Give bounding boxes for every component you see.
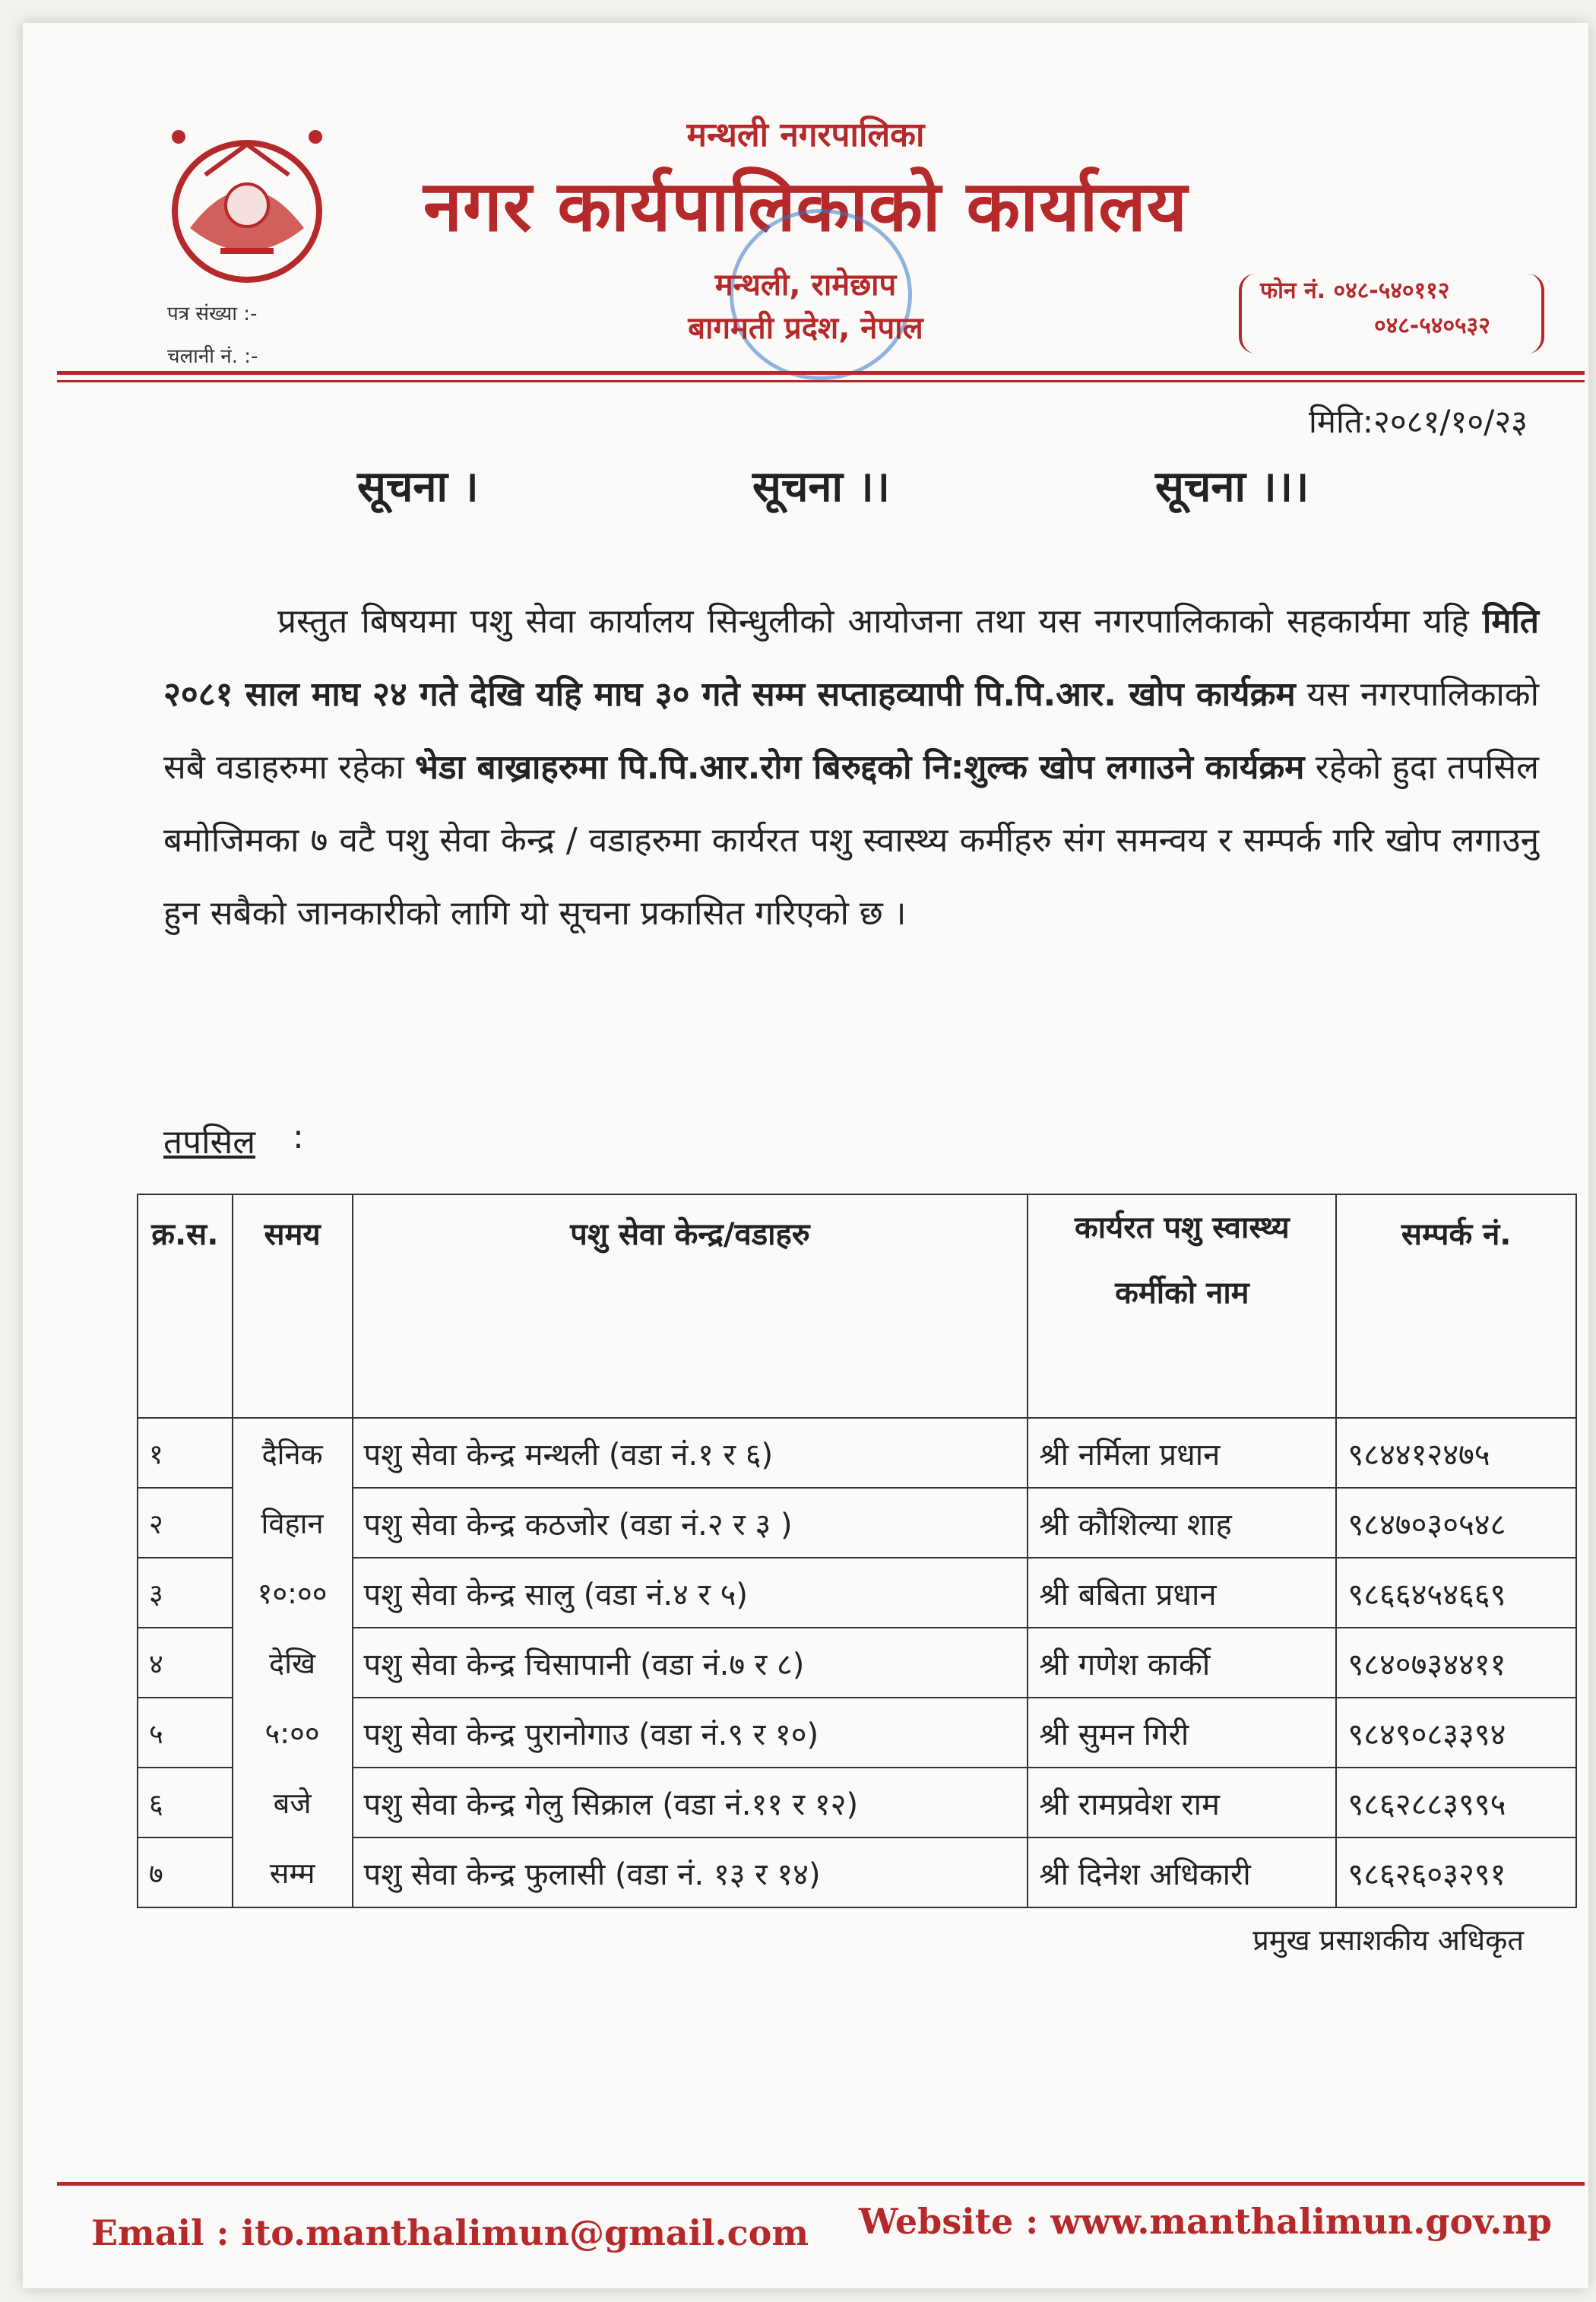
header-time: समय: [233, 1194, 353, 1418]
cell-time: बजे: [233, 1768, 353, 1837]
schedule-label: तपसिल: [163, 1123, 256, 1162]
cell-center: पशु सेवा केन्द्र चिसापानी (वडा नं.७ र ८): [353, 1628, 1028, 1698]
cell-contact: ९८४४१२४७५: [1336, 1418, 1576, 1488]
cell-time: १०:००: [233, 1558, 353, 1628]
table-row: [138, 1837, 1576, 1907]
letter-number-label: पत्र संख्या :-: [167, 303, 258, 325]
cell-time: ५:००: [233, 1698, 353, 1768]
cell-sn: ७: [138, 1837, 233, 1907]
cell-time: विहान: [233, 1488, 353, 1558]
cell-contact: ९८४९०८३३९४: [1336, 1698, 1576, 1768]
cell-contact: ९८४७०३०५४८: [1336, 1488, 1576, 1558]
cell-staff-name: श्री बबिता प्रधान: [1028, 1558, 1336, 1628]
cell-staff-name: श्री कौशिल्या शाह: [1028, 1488, 1336, 1558]
notice-heading-1: सूचना ।: [357, 462, 479, 512]
cell-center: पशु सेवा केन्द्र पुरानोगाउ (वडा नं.९ र १०): [353, 1698, 1028, 1768]
municipality-name: मन्थली नगरपालिका: [686, 116, 925, 154]
address-line-1: मन्थली, रामेछाप: [714, 268, 897, 303]
body-bold-1: मिति २०८१ साल माघ २४ गते देखि यहि माघ ३० गते सम्म सप्ताहव्यापी पि.पि.आर. खोप कार्यक्रम: [163, 602, 1539, 714]
footer-email: Email : ito.manthalimun@gmail.com: [91, 2212, 809, 2253]
cell-contact: ९८६२६०३२९१: [1336, 1837, 1576, 1907]
cell-sn: १: [138, 1418, 233, 1488]
body-text-1: प्रस्तुत बिषयमा पशु सेवा कार्यालय सिन्धुलीको आयोजना तथा यस नगरपालिकाको सहकार्यमा यहि: [277, 602, 1483, 641]
cell-sn: ५: [138, 1698, 233, 1768]
body-text-3: रहेको हुदा तपसिल बमोजिमका ७ वटै पशु सेवा केन्द्र / वडाहरुमा कार्यरत पशु स्वास्थ्य कर्मीहरु संग समन्वय र सम्पर्क गरि खोप लगाउनु हुन सबैको जानकारीको लागि यो सूचना प्रकासित गरिएको छ ।: [163, 748, 1539, 933]
cell-staff-name: श्री नर्मिला प्रधान: [1028, 1418, 1336, 1488]
table-row: [138, 1418, 1576, 1488]
header-center: पशु सेवा केन्द्र/वडाहरु: [353, 1194, 1028, 1418]
cell-staff-name: श्री सुमन गिरी: [1028, 1698, 1336, 1768]
notice-heading-3: सूचना ।।।: [1155, 462, 1309, 512]
cell-contact: ९८६२८८३९९५: [1336, 1768, 1576, 1837]
address-line-2: बागमती प्रदेश, नेपाल: [688, 311, 923, 346]
cell-staff-name: श्री रामप्रवेश राम: [1028, 1768, 1336, 1837]
notice-document: [23, 23, 1588, 2288]
notice-body: [163, 585, 1539, 950]
footer-website: Website : www.manthalimun.gov.np: [859, 2201, 1552, 2242]
footer-divider: [57, 2182, 1585, 2186]
cell-center: पशु सेवा केन्द्र सालु (वडा नं.४ र ५): [353, 1558, 1028, 1628]
cell-sn: ६: [138, 1768, 233, 1837]
cell-sn: ४: [138, 1628, 233, 1698]
cell-center: पशु सेवा केन्द्र गेलु सिक्राल (वडा नं.११ र १२): [353, 1768, 1028, 1837]
office-title: नगर कार्यपालिकाको कार्यालय: [423, 166, 1189, 247]
schedule-table: [137, 1194, 1577, 1908]
header-contact: सम्पर्क नं.: [1336, 1194, 1576, 1418]
cell-time: देखि: [233, 1628, 353, 1698]
phone-line-2: ०४८-५४०५३२: [1374, 312, 1490, 339]
cell-sn: ३: [138, 1558, 233, 1628]
header-divider-thin: [57, 380, 1585, 382]
signatory-title: प्रमुख प्रसाशकीय अधिकृत: [1252, 1923, 1524, 1957]
table-row: [138, 1698, 1576, 1768]
dispatch-number-label: चलानी नं. :-: [167, 345, 258, 368]
phone-line-1: फोन नं. ०४८-५४०११२: [1260, 277, 1450, 304]
notice-heading-2: सूचना ।।: [752, 462, 890, 512]
header-sn: क्र.स.: [138, 1194, 233, 1418]
table-row: [138, 1488, 1576, 1558]
cell-staff-name: श्री दिनेश अधिकारी: [1028, 1837, 1336, 1907]
cell-time: दैनिक: [233, 1418, 353, 1488]
header-staff-name: कार्यरत पशु स्वास्थ्य कर्मीको नाम: [1028, 1194, 1336, 1418]
header-divider: [57, 371, 1585, 375]
cell-staff-name: श्री गणेश कार्की: [1028, 1628, 1336, 1698]
cell-center: पशु सेवा केन्द्र मन्थली (वडा नं.१ र ६): [353, 1418, 1028, 1488]
body-bold-2: भेडा बाख्राहरुमा पि.पि.आर.रोग बिरुद्दको नि:शुल्क खोप लगाउने कार्यक्रम: [415, 748, 1305, 787]
notice-date: मिति:२०८१/१०/२३: [1309, 403, 1528, 440]
cell-contact: ९८६६४५४६६९: [1336, 1558, 1576, 1628]
table-row: [138, 1558, 1576, 1628]
cell-contact: ९८४०७३४४११: [1336, 1628, 1576, 1698]
table-row: [138, 1628, 1576, 1698]
cell-center: पशु सेवा केन्द्र कठजोर (वडा नं.२ र ३ ): [353, 1488, 1028, 1558]
body-text-2: यस नगरपालिकाको सबै वडाहरुमा रहेका: [163, 675, 1540, 787]
table-header-row: [138, 1194, 1576, 1418]
cell-center: पशु सेवा केन्द्र फुलासी (वडा नं. १३ र १४): [353, 1837, 1028, 1907]
phone-numbers: [1239, 274, 1544, 354]
cell-time: सम्म: [233, 1837, 353, 1907]
cell-sn: २: [138, 1488, 233, 1558]
schedule-label-colon: :: [293, 1118, 304, 1156]
table-row: [138, 1768, 1576, 1837]
